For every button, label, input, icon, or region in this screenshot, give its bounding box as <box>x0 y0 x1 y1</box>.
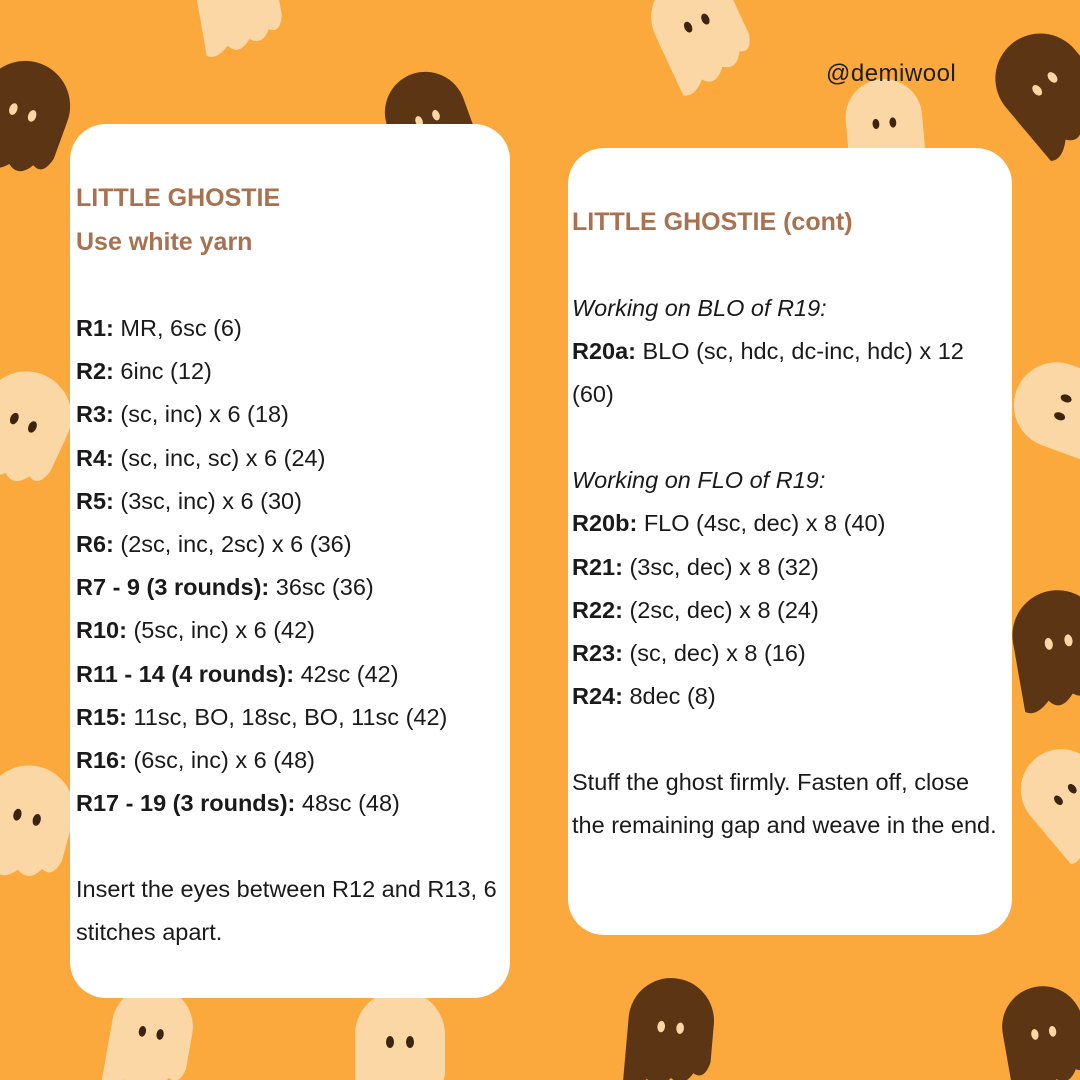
blo-heading: Working on BLO of R19: <box>572 295 827 321</box>
row-text: 42sc (42) <box>294 660 399 687</box>
row-text: (sc, inc) x 6 (18) <box>113 401 289 428</box>
pattern-row <box>572 675 1008 718</box>
pattern-row <box>76 350 504 393</box>
row-text: (2sc, inc, 2sc) x 6 (36) <box>113 531 352 558</box>
ghost-light-7 <box>1004 733 1080 866</box>
card-title: LITTLE GHOSTIE <box>76 184 281 212</box>
ghost-light-5 <box>1002 350 1080 468</box>
pattern-row <box>76 523 504 566</box>
row-text: (6sc, inc) x 6 (48) <box>126 747 315 774</box>
card-subtitle: Use white yarn <box>76 228 253 256</box>
pattern-row <box>76 393 504 436</box>
pattern-row <box>76 739 504 782</box>
row-text: 11sc, BO, 18sc, BO, 11sc (42) <box>126 703 448 730</box>
pattern-row <box>76 480 504 523</box>
finish-note: Stuff the ghost firmly. Fasten off, close the remaining gap and weave in the end. <box>572 769 997 839</box>
ghost-dark-3 <box>977 15 1080 163</box>
row-label: R3: <box>76 401 114 428</box>
row-r20a <box>572 330 1008 416</box>
row-text: (sc, dec) x 8 (16) <box>622 640 806 667</box>
row-text: (5sc, inc) x 6 (42) <box>126 617 315 644</box>
row-text: BLO (sc, hdc, dc-inc, hdc) x 12 (60) <box>572 338 964 408</box>
row-label: R22: <box>572 596 623 623</box>
pattern-card-left <box>70 124 510 998</box>
row-text: MR, 6sc (6) <box>113 315 242 341</box>
row-label: R6: <box>76 531 114 558</box>
row-label: R24: <box>572 683 623 710</box>
pattern-row <box>76 437 504 480</box>
pattern-row <box>76 307 504 350</box>
pattern-row <box>572 632 1008 675</box>
ghost-light-9 <box>355 990 445 1080</box>
ghost-dark-5 <box>623 974 718 1080</box>
row-list <box>572 502 1008 718</box>
pattern-row <box>76 696 504 739</box>
row-text: 6inc (12) <box>113 358 212 385</box>
row-text: 8dec (8) <box>622 683 716 710</box>
row-label: R2: <box>76 358 114 385</box>
flo-heading: Working on FLO of R19: <box>572 467 826 494</box>
row-text: (sc, inc, sc) x 6 (24) <box>113 444 326 471</box>
row-label: R4: <box>76 444 114 471</box>
pattern-row <box>572 502 1008 545</box>
row-label: R17 - 19 (3 rounds): <box>76 790 296 817</box>
pattern-row <box>76 609 504 652</box>
eyes-note: Insert the eyes between R12 and R13, 6 stitches apart. <box>76 876 497 946</box>
row-label: R23: <box>572 640 623 667</box>
pattern-row <box>76 566 504 609</box>
ghost-dark-6 <box>996 980 1080 1080</box>
pattern-row <box>572 589 1008 632</box>
row-label: R11 - 14 (4 rounds): <box>76 660 295 687</box>
row-label: R20b: <box>572 510 638 537</box>
pattern-row <box>76 782 504 825</box>
pattern-card-right <box>568 148 1012 935</box>
ghost-light-2 <box>637 0 762 97</box>
pattern-row <box>76 653 504 696</box>
row-label: R15: <box>76 703 127 730</box>
row-text: (3sc, dec) x 8 (32) <box>622 553 819 580</box>
ghost-light-1 <box>189 0 287 58</box>
row-list <box>76 307 504 825</box>
row-label: R21: <box>572 553 623 580</box>
row-text: 48sc (48) <box>295 790 400 817</box>
author-handle: @demiwool <box>826 60 957 87</box>
row-label: R20a: <box>572 338 637 365</box>
pattern-row <box>572 546 1008 589</box>
row-label: R5: <box>76 487 114 514</box>
ghost-dark-4 <box>1005 583 1080 714</box>
row-label: R1: <box>76 315 114 341</box>
row-text: 36sc (36) <box>269 574 374 601</box>
row-text: FLO (4sc, dec) x 8 (40) <box>637 510 886 537</box>
row-text: (2sc, dec) x 8 (24) <box>622 596 819 623</box>
row-label: R10: <box>76 617 127 644</box>
row-label: R7 - 9 (3 rounds): <box>76 574 270 601</box>
row-text: (3sc, inc) x 6 (30) <box>113 487 302 514</box>
card-title: LITTLE GHOSTIE (cont) <box>572 208 853 236</box>
row-label: R16: <box>76 747 127 774</box>
